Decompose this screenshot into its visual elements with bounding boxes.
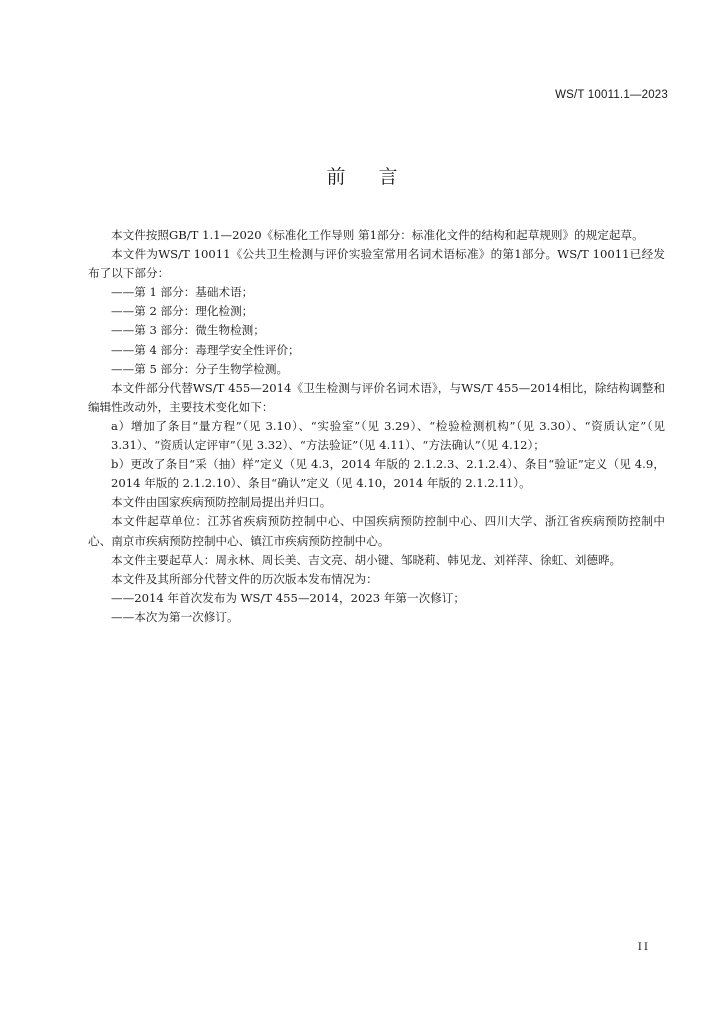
paragraph-series-intro: 本文件为WS/T 10011《公共卫生检测与评价实验室常用名词术语标准》的第1部分。WS/T 10011已经发布了以下部分： [88,247,665,281]
list-item-part-5: ——第 5 部分：分子生物学检测。 [111,361,289,376]
list-item-part-1: ——第 1 部分：基础术语； [111,285,254,300]
paragraph-drafting-units: 本文件起草单位：江苏省疾病预防控制中心、中国疾病预防控制中心、四川大学、浙江省疾病预防控制中心、南京市疾病预防控制中心、镇江市疾病预防控制中心。 [88,514,665,548]
change-item-b: b）更改了条目“采（抽）样”定义（见 4.3，2014 年版的 2.1.2.3、2.1.2.4）、条目“验证”定义（见 4.9，2014 年版的 2.1.2.10）、条目“确认”定义（见 4.10，2014 年版的 2.1.2.11）。 [111,457,665,491]
page-number: II [637,941,650,953]
paragraph-replacement: 本文件部分代替WS/T 455—2014《卫生检测与评价名词术语》，与WS/T 455—2014相比，除结构调整和编辑性改动外，主要技术变化如下： [88,380,665,414]
paragraph-proposer: 本文件由国家疾病预防控制局提出并归口。 [111,495,332,510]
paragraph-drafters: 本文件主要起草人：周永林、周长美、吉文亮、胡小键、邹晓莉、韩见龙、刘祥萍、徐虹、刘德晔。 [111,552,622,567]
change-item-a: a）增加了条目“量方程”（见 3.10）、“实验室”（见 3.29）、“检验检测机构”（见 3.30）、“资质认定”（见 3.31）、“资质认定评审”（见 3.32）、“方法验证”（见 4.11）、“方法确认”（见 4.12）； [111,418,665,453]
page-title: 前言 [326,166,431,188]
list-item-part-4: ——第 4 部分：毒理学安全性评价； [111,342,300,357]
history-item-1: ——2014 年首次发布为 WS/T 455—2014，2023 年第一次修订； [111,590,465,605]
foreword-body [88,226,665,627]
paragraph-drafting-rules: 本文件按照GB/T 1.1—2020《标准化工作导则 第1部分：标准化文件的结构和起草规则》的规定起草。 [111,228,644,242]
list-item-part-2: ——第 2 部分：理化检测； [111,304,254,319]
history-item-2: ——本次为第一次修订。 [111,609,239,624]
document-code: WS/T 10011.1—2023 [555,89,668,101]
paragraph-history-intro: 本文件及其所部分代替文件的历次版本发布情况为： [111,571,378,586]
list-item-part-3: ——第 3 部分：微生物检测； [111,323,265,338]
